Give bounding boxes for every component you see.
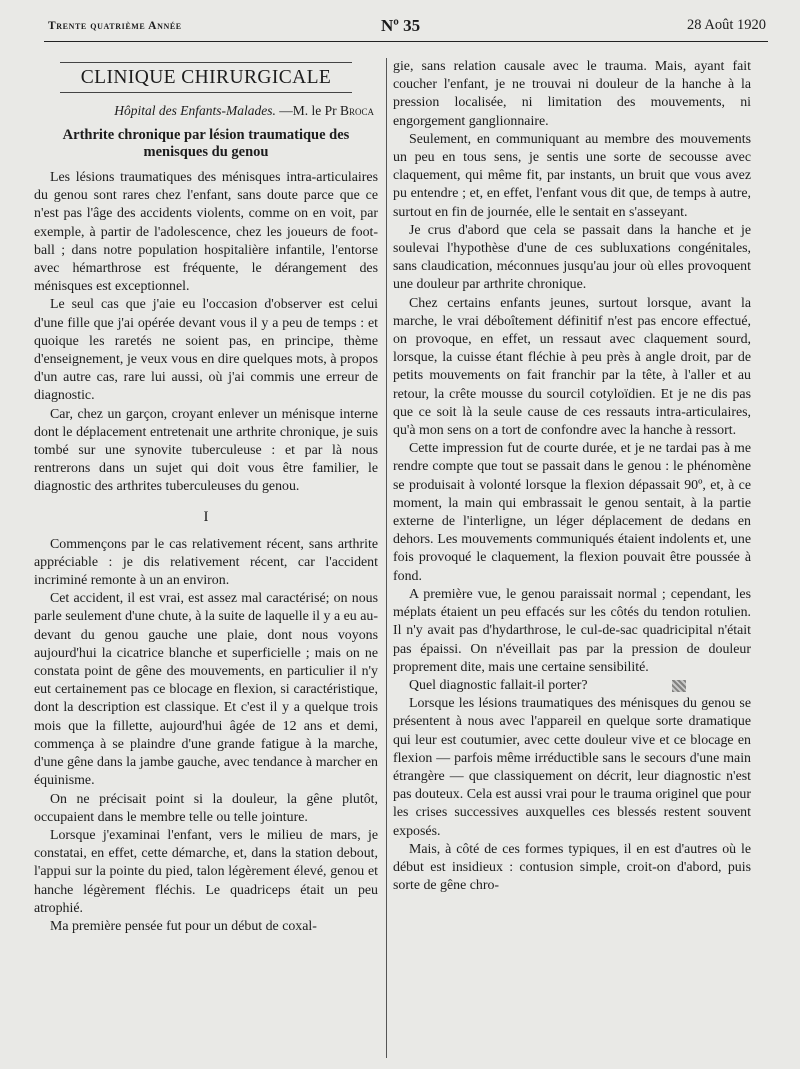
- paragraph: On ne précisait point si la douleur, la gêne plutôt, occupaient dans le membre telle ou telle jointure.: [34, 791, 378, 825]
- paragraph: Cette impression fut de courte durée, et je ne tardai pas à me rendre compte que tout se passait dans le genou : le phénomène se produisait à volonté lorsque la flexion dépassait 90º, et, à ce moment, la main qui embrassait le genou sentait, à la partie externe de l'interligne, un léger déplacement de dedans en dehors. Les mouvements communiqués étaient indolents et, une fois provoqué le claquement, la flexion pouvait être poussée à fond.: [393, 441, 751, 584]
- paragraph: Ma première pensée fut pour un début de coxal-: [50, 918, 317, 934]
- paragraph: Commençons par le cas relativement récent, sans arthrite appréciable : je dis relativement récent, car l'accident incriminé remonte à un an environ.: [34, 536, 378, 589]
- paragraph: Cet accident, il est vrai, est assez mal caractérisé; on nous parle seulement d'une chute, à la suite de laquelle il y a eu au-devant du genou gauche une plaie, dont nous voyons aujourd'hui la cicatrice blanche et superficielle ; mais on ne constata point de gêne des mouvements, en particulier il n'y eut certainement pas ce blocage en flexion, si caractéristique, dont la description est classique. Et c'est il y a quelque trois mois que la fillette, aujourd'hui âgée de 12 ans et demi, commença à se plaindre d'une grande fatigue à la marche, d'une gêne dans la jambe gauche, avec tendance à marcher en équinisme.: [34, 591, 378, 789]
- left-column: [34, 58, 378, 936]
- author-prefix: —M. le Pr: [275, 103, 340, 118]
- paragraph: Lorsque les lésions traumatiques des ménisques du genou se présentent à nous avec l'appareil en quelque sorte dramatique qui leur est coutumier, avec cette douleur vive et ce blocage en flexion — parfois même irréductible sans le secours d'une main étrangère — que classiquement on décrit, leur diagnostic n'est pas douteux. Cela est aussi vrai pour le trauma originel que pour les crises successives auxquelles ces blessés restent souvent exposés.: [393, 696, 751, 839]
- author-name: Broca: [339, 103, 374, 118]
- library-stamp-icon: [672, 680, 686, 692]
- issue-number: Nº 35: [381, 16, 421, 35]
- paragraph: Car, chez un garçon, croyant enlever un ménisque interne dont le déplacement entretenait une arthrite chronique, je suis tombé sur une synovite tuberculeuse : et par là nous rentrerons dans un sujet qui doit vous être familier, le diagnostic des arthrites tuberculeuses du genou.: [34, 406, 378, 495]
- hospital-name: Hôpital des Enfants-Malades.: [114, 103, 276, 118]
- question-text: Quel diagnostic fallait-il porter?: [409, 677, 588, 693]
- paragraph: Lorsque j'examinai l'enfant, vers le milieu de mars, je constatai, en effet, cette démarche, et, dans la station debout, l'appui sur la pointe du pied, talon légèrement élevé, genou et hanche légèrement fléchis. Le quadriceps était un peu atrophié.: [34, 827, 378, 916]
- article-title: Arthrite chronique par lésion traumatique des menisques du genou: [62, 127, 350, 160]
- issue-date: 28 Août 1920: [687, 17, 766, 33]
- paragraph: Le seul cas que j'aie eu l'occasion d'observer est celui d'une fille que j'ai opérée devant vous il y a peu de temps : et quoique les raretés ne soient pas, en principe, thème d'enseignement, je veux vous en dire quelques mots, à propos d'un autre cas, rare lui aussi, où j'ai commis une erreur de diagnostic.: [34, 297, 378, 404]
- paragraph: A première vue, le genou paraissait normal ; cependant, les méplats étaient un peu effacés sur les côtés du tendon rotulien. Il n'y avait pas d'hydarthrose, le cul-de-sac quadricipital n'était pas épaissi. On n'éveillait pas par la pression de douleur proprement dite, mais une certaine sensibilité.: [393, 586, 751, 675]
- section-numeral: I: [203, 508, 209, 525]
- paragraph-question: [393, 677, 751, 695]
- paragraph: Mais, à côté de ces formes typiques, il en est d'autres où le début est insidieux : contusion simple, croit-on d'abord, puis sorte de gêne chro-: [393, 841, 751, 894]
- page-header: [44, 15, 768, 42]
- paragraph: Chez certains enfants jeunes, surtout lorsque, avant la marche, le vrai déboîtement définitif n'est pas encore effectué, on provoque, en effet, un ressaut avec claquement sourd, lorsque, la cuisse étant fléchie à peu près à angle droit, par de petits mouvements on fait franchir par la tête, à l'aller et au retour, la crête mousse du sourcil cotyloïdien. Et je ne dis pas que ce soit là la seule cause de ces ressauts intra-articulaires, qu'à mon sens on a tort de confondre avec la hanche à ressort.: [393, 295, 751, 439]
- paragraph: Je crus d'abord que cela se passait dans la hanche et je soulevai l'hypothèse d'une de ces subluxations congénitales, sans claudication, méconnues jusqu'au jour où elles provoquent une douleur par arthrite chronique.: [393, 222, 751, 293]
- hospital-line: [34, 103, 374, 119]
- section-title: CLINIQUE CHIRURGICALE: [60, 62, 352, 93]
- paragraph: gie, sans relation causale avec le trauma. Mais, ayant fait coucher l'enfant, je ne trouvai ni douleur de la hanche à la pression localisée, ni limitation des mouvements, ni engorgement ganglionnaire.: [393, 59, 751, 129]
- right-column: [393, 58, 751, 895]
- paragraph: Seulement, en communiquant au membre des mouvements un peu en tous sens, je sentis une sorte de secousse avec claquement, qui même fit, par instants, un bruit que vous avez pu entendre ; et, en effet, l'enfant vous dit que, de temps à autre, surtout en fin de journée, elle le sentait en s'asseyant.: [393, 131, 751, 220]
- paragraph: Les lésions traumatiques des ménisques intra-articulaires du genou sont rares chez l'enfant, sans doute parce que ce n'est pas l'âge des accidents violents, comme on en voit, par exemple, à partir de l'adolescence, chez les joueurs de foot-ball ; dans notre population hospitalière infantile, l'entorse avec hémarthrose est fréquente, le dérangement des ménisques est exceptionnel.: [34, 170, 378, 295]
- volume-label: Trente quatrième Année: [48, 20, 182, 32]
- column-divider: [386, 58, 387, 1058]
